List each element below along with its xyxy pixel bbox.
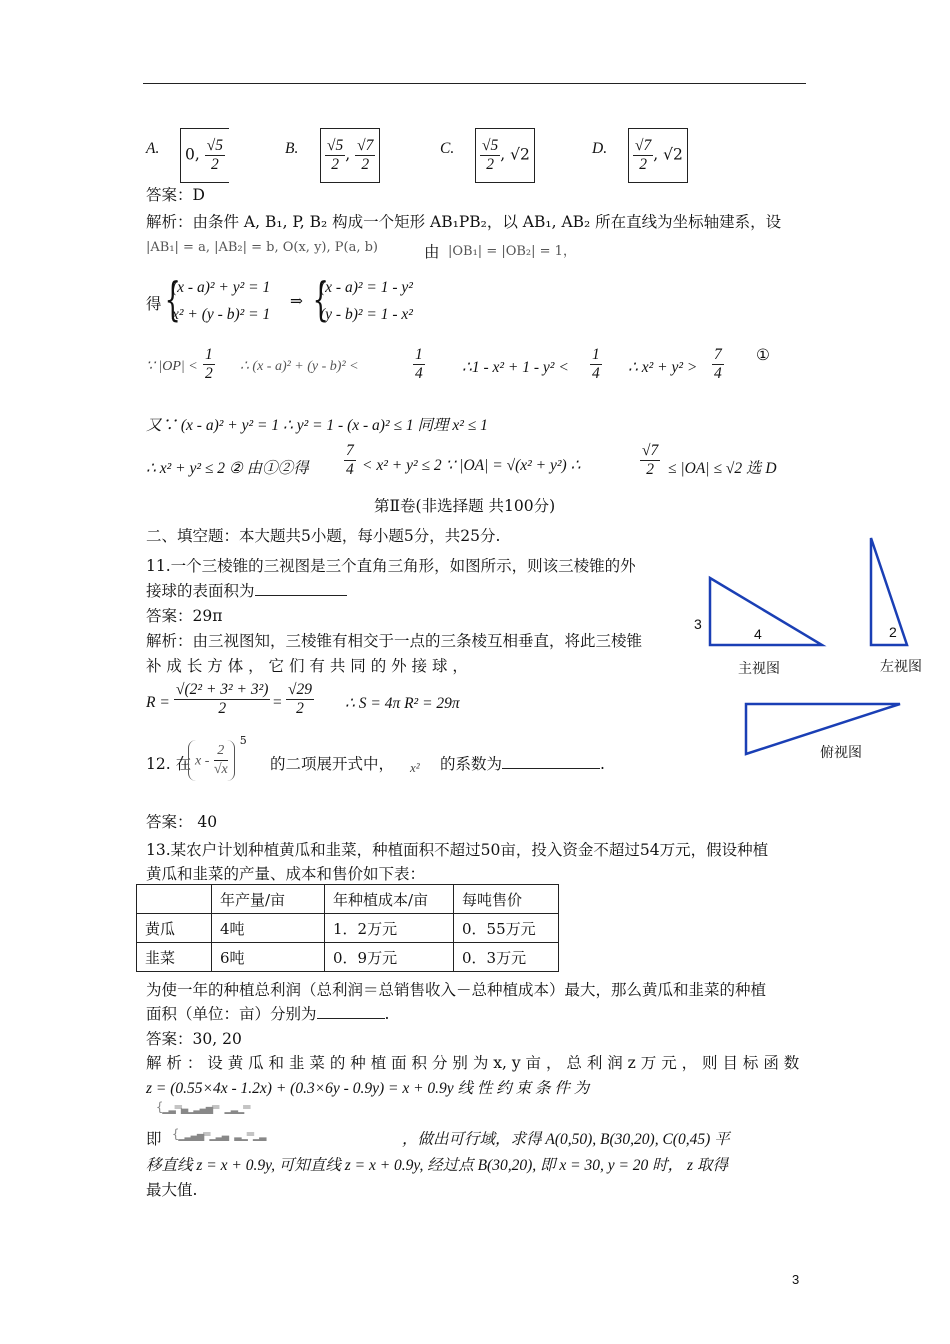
table-header-row: [137, 885, 559, 914]
page-number: 3: [792, 1272, 800, 1287]
line3-a: ∵ |OP| <: [146, 359, 198, 374]
q13-explain-4: 移直线 z = x + 0.9y, 可知直线 z = x + 0.9y, 经过点 B(30,20), 即 x = 30, y = 20 时， z 取得: [146, 1157, 728, 1174]
line5-b: < x² + y² ≤ 2 ∵ |OA| = √(x² + y²) ∴: [362, 457, 581, 474]
q13-explain-1: 解 析 ： 设 黄 瓜 和 韭 菜 的 种 植 面 积 分 别 为 x, y 亩 ， 总 利 润 z 万 元 ， 则 目 标 函 数: [146, 1054, 800, 1072]
choice-b-label: B.: [285, 140, 299, 157]
q13-text-1: 13.某农户计划种植黄瓜和韭菜，种植面积不超过50亩，投入资金不超过54万元，假设种植: [146, 841, 769, 859]
line5-frac-2: $\frac{√7}{2}$: [642, 442, 659, 478]
q13-answer: 答案：30, 20: [146, 1030, 242, 1048]
line5-c: ≤ |OA| ≤ √2 选 D: [668, 460, 777, 477]
fig-main-h: 3: [694, 616, 702, 632]
table-cell: 黄瓜: [137, 914, 212, 943]
q13-explain-2: z = (0.55×4x - 1.2x) + (0.3×6y - 0.9y) = x + 0.9y 线 性 约 束 条 件 为: [146, 1080, 590, 1097]
fig-top-label: 俯视图: [820, 744, 862, 760]
table-cell: 韭菜: [137, 943, 212, 972]
q10-explain-1: 解析：由条件 A, B₁, P, B₂ 构成一个矩形 AB₁PB₂，以 AB₁, AB₂ 所在直线为坐标轴建系，设: [146, 213, 782, 231]
system-1-line-2: x² + (y - b)² = 1: [172, 306, 271, 323]
line5-a: ∴ x² + y² ≤ 2 ② 由①②得: [146, 460, 309, 477]
formula-eq: =: [272, 694, 283, 711]
fig-left-label: 左视图: [880, 658, 922, 674]
line3-b: ∴ (x - a)² + (y - b)² <: [240, 359, 359, 374]
q10-explain-2a: |AB₁| = a, |AB₂| = b, O(x, y), P(a, b): [146, 240, 378, 255]
q13-explain-5: 最大值.: [146, 1181, 198, 1199]
choice-c-value: $\frac{√5}{2}$ , √2: [475, 128, 535, 183]
main-view-triangle: [710, 578, 822, 645]
choice-c-label: C.: [440, 140, 455, 157]
q12-answer: 答案： 40: [146, 813, 218, 831]
q11-answer: 答案：29π: [146, 607, 223, 625]
q13-table: [136, 884, 559, 972]
line4: 又∵ (x - a)² + y² = 1 ∴ y² = 1 - (x - a)² ≤ 1 同理 x² ≤ 1: [146, 417, 488, 434]
q13-text-4: 面积（单位：亩）分别为 .: [146, 1005, 390, 1023]
table-header-cell: 每吨售价: [454, 885, 559, 914]
q11-text-1: 11.一个三棱锥的三视图是三个直角三角形，如图所示，则该三棱锥的外: [146, 557, 636, 575]
table-header-cell: 年产量/亩: [212, 885, 325, 914]
line3-b-frac: $\frac{1}{4}$: [415, 346, 423, 382]
line3-a-frac: $\frac{1}{2}$: [205, 346, 213, 382]
fig-main-w: 4: [754, 626, 762, 642]
choice-a-value: 0, $\frac{√5}{2}$: [180, 128, 229, 183]
fig-main-label: 主视图: [738, 660, 780, 676]
q13-text-3: 为使一年的种植总利润（总利润＝总销售收入－总种植成本）最大，那么黄瓜和韭菜的种植: [146, 981, 767, 999]
system-2-line-1: (x - a)² = 1 - y²: [320, 279, 413, 296]
q13-explain-3b: ，做出可行域，求得 A(0,50), B(30,20), C(0,45) 平: [402, 1131, 730, 1148]
table-cell: 1．2万元: [325, 914, 454, 943]
table-row: [137, 943, 559, 972]
q11-explain-1: 解析：由三视图知，三棱锥有相交于一点的三条棱互相垂直，将此三棱锥: [146, 632, 643, 650]
constraint-system-garbled: {▁▂═▃▁▂▃▄═ ▁▂▁═: [156, 1100, 250, 1114]
table-cell: 0．9万元: [325, 943, 454, 972]
table-cell: 4吨: [212, 914, 325, 943]
constraint-system-garbled-2: {▁▂▃▄═▁▂▃ ▂▁═▁▂: [172, 1127, 266, 1141]
q10-get: 得: [146, 295, 162, 313]
q11-text-2: 接球的表面积为: [146, 579, 347, 601]
q13-text-2: 黄瓜和韭菜的产量、成本和售价如下表：: [146, 865, 426, 883]
q10-explain-2c: |OB₁| = |OB₂| = 1，: [448, 244, 576, 259]
q12-text-a: 12. 在: [146, 755, 192, 773]
formula-s: ∴ S = 4π R² = 29π: [345, 695, 460, 712]
table-cell: 6吨: [212, 943, 325, 972]
q12-term: x²: [410, 760, 420, 775]
system-brace-2: {: [312, 272, 329, 326]
formula-frac-1: $\frac{\text{√(2² + 3² + 3²)}}{2}$: [176, 681, 269, 717]
choice-a-label: A.: [146, 140, 160, 157]
formula-r: R =: [146, 694, 170, 711]
system-2-line-2: (y - b)² = 1 - x²: [320, 306, 413, 323]
implies-arrow: ⇒: [290, 292, 303, 310]
line3-c: ∴1 - x² + 1 - y² <: [462, 359, 569, 376]
choice-b-value: $\frac{√5}{2}$ , $\frac{√7}{2}$: [320, 128, 380, 183]
choice-d-value: $\frac{√7}{2}$ , √2: [628, 128, 688, 183]
fig-left-w: 2: [889, 624, 897, 640]
choice-d-label: D.: [592, 140, 608, 157]
header-rule: [143, 83, 806, 84]
table-cell: 0．55万元: [454, 914, 559, 943]
table-header-cell: 年种植成本/亩: [325, 885, 454, 914]
table-row: [137, 914, 559, 943]
table-header-cell: [137, 885, 212, 914]
section-title: 第Ⅱ卷(非选择题 共100分): [374, 497, 556, 515]
circle-one: ①: [756, 346, 770, 364]
q11-explain-2: 补 成 长 方 体 ， 它 们 有 共 同 的 外 接 球 ，: [146, 657, 468, 675]
three-view-figure: [680, 530, 920, 770]
formula-frac-2: $\frac{√29}{2}$: [288, 681, 313, 717]
line3-c-frac: $\frac{1}{4}$: [592, 346, 600, 382]
system-1-line-1: (x - a)² + y² = 1: [172, 279, 271, 296]
line5-frac: $\frac{7}{4}$: [346, 442, 354, 478]
table-cell: 0．3万元: [454, 943, 559, 972]
system-brace-1: {: [164, 272, 181, 326]
q12-text-c: 的系数为 .: [440, 755, 605, 773]
q12-text-b: 的二项展开式中，: [270, 755, 395, 773]
q13-explain-3a: 即: [146, 1130, 162, 1148]
q10-answer: 答案：D: [146, 186, 205, 204]
line3-d-frac: $\frac{7}{4}$: [714, 346, 722, 382]
q12-expression: x - $\frac{2}{√x}$ $^5$: [188, 740, 247, 781]
line3-d: ∴ x² + y² >: [628, 359, 698, 376]
q10-explain-2b: 由: [424, 243, 440, 261]
fill-intro: 二、填空题：本大题共5小题，每小题5分，共25分.: [146, 527, 501, 545]
